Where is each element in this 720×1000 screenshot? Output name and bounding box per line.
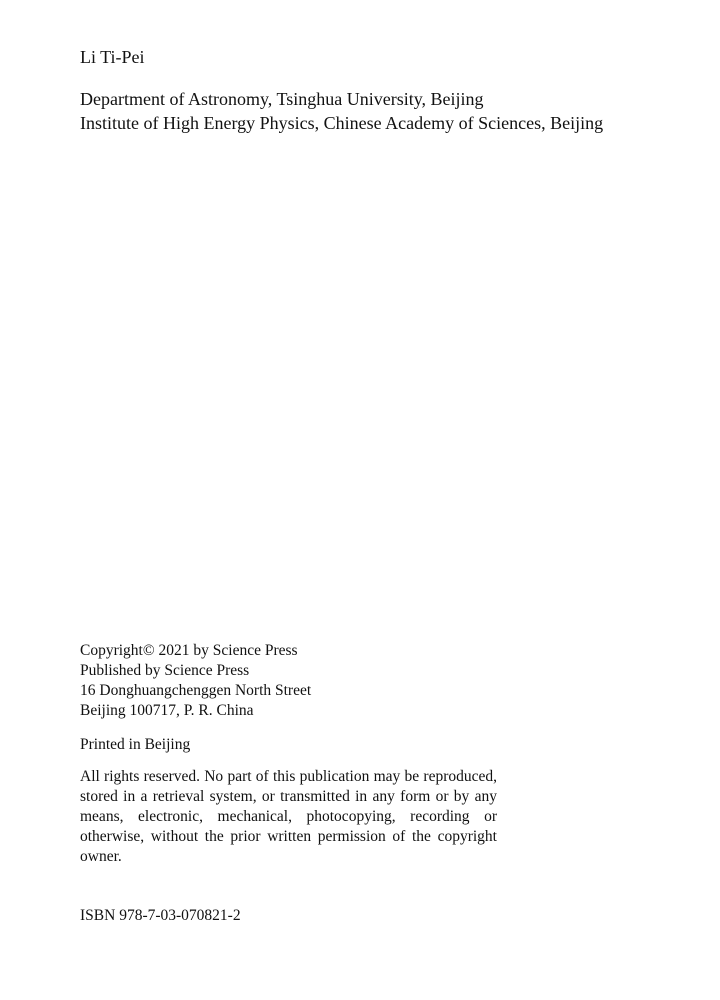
- rights-statement: All rights reserved. No part of this publication may be reproduced, stored in a retrieval system, or transmitted in any form or by any means, electronic, mechanical, photocopying, recording or otherwise, without the prior written permission of the copyright owner.: [80, 768, 497, 865]
- copyright-line: Copyright© 2021 by Science Press: [80, 642, 298, 659]
- author-name: Li Ti-Pei: [80, 47, 145, 67]
- copyright-block: [80, 641, 311, 721]
- published-by-line: Published by Science Press: [80, 662, 250, 679]
- affiliation-ihep: Institute of High Energy Physics, Chinese Academy of Sciences, Beijing: [80, 113, 604, 133]
- address-line-2: Beijing 100717, P. R. China: [80, 702, 254, 719]
- affiliation-astronomy: Department of Astronomy, Tsinghua University, Beijing: [80, 89, 484, 109]
- printed-in: Printed in Beijing: [80, 736, 191, 753]
- address-line-1: 16 Donghuangchenggen North Street: [80, 682, 312, 699]
- isbn: ISBN 978-7-03-070821-2: [80, 907, 241, 924]
- affiliations: [80, 87, 603, 135]
